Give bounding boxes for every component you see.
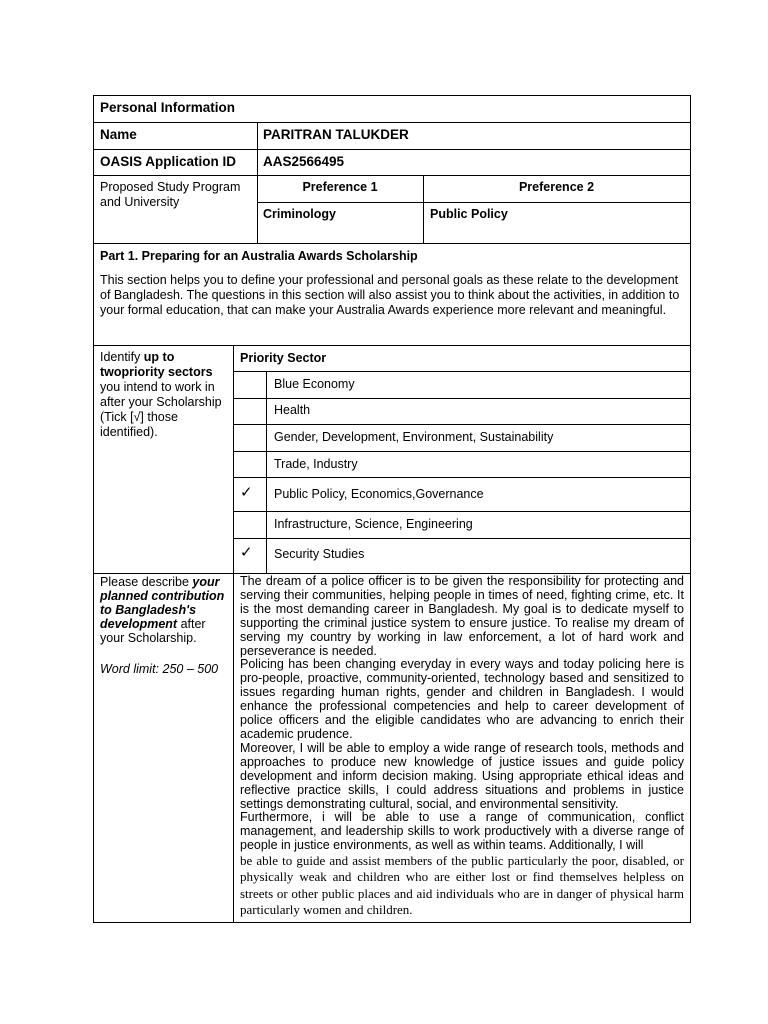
sector-item: Infrastructure, Science, Engineering (274, 517, 473, 531)
name-value: PARITRAN TALUKDER (263, 127, 409, 142)
essay-paragraph: Moreover, I will be able to employ a wide range of research tools, methods and approaches to produce new knowledge of justice issues and guide policy development and inform decision making. Using appropriate ethical ideas and reflective practice skills, I could address situations and problems in justice settings demonstrating cultural, social, and environmental sensitivity. (240, 740, 684, 811)
sectors-block (93, 345, 691, 574)
pref1-header: Preference 1 (302, 180, 378, 194)
priority-sector-header: Priority Sector (240, 351, 327, 365)
sectors-instructions (100, 350, 230, 440)
part1-row (93, 243, 691, 346)
essay-paragraph: The dream of a police officer is to be given the responsibility for protecting and serving their communities, helping people in times of need, fighting crime, etc. It is the most demanding career in Bangladesh. My goal is to dedicate myself to supporting the criminal justice system to ensure justice. To realise my dream of serving my country by working in law enforcement, a lot of hard work and perseverance is needed. (240, 574, 684, 658)
sectors-instr-pre: Identify (100, 350, 144, 364)
essay-paragraph: be able to guide and assist members of the public particularly the poor, disabled, or physically weak and children who are either lost or find themselves helpless on streets or other public places and aid individuals who are in danger of physical harm particularly women and children. (240, 853, 684, 917)
personal-info-header-row (93, 95, 691, 123)
program-label: Proposed Study Program and University (100, 180, 241, 209)
pref1-value: Criminology (263, 207, 336, 221)
contribution-prompt-bold: your planned contribution to Bangladesh's development (100, 575, 225, 631)
oasis-value: AAS2566495 (263, 154, 345, 169)
word-limit: Word limit: 250 – 500 (100, 662, 219, 676)
sector-item: Health (274, 403, 311, 417)
contribution-prompt (100, 575, 230, 645)
personal-info-heading: Personal Information (100, 100, 236, 115)
pref2-value: Public Policy (430, 207, 508, 221)
contribution-block (93, 573, 691, 923)
contribution-prompt-post: after your Scholarship. (100, 617, 206, 645)
pref2-header: Preference 2 (518, 180, 595, 194)
sector-item: Gender, Development, Environment, Sustainability (274, 430, 554, 444)
name-label: Name (100, 127, 137, 142)
sector-item: Trade, Industry (274, 457, 358, 471)
sector-item: Blue Economy (274, 377, 355, 391)
part1-heading: Part 1. Preparing for an Australia Awards Scholarship (100, 249, 418, 263)
program-row (93, 175, 691, 244)
sector-item: Security Studies (274, 547, 365, 561)
essay-paragraph: Policing has been changing everyday in every ways and today policing here is pro-people, proactive, community-oriented, technology based and sensitized to issues regarding human rights, gender and children in Bangladesh. I would enhance the professional competencies and help to career development of police officers and the eligible candidates who are advancing to enrich their academic prudence. (240, 657, 684, 741)
sector-item: Public Policy, Economics,Governance (274, 487, 484, 501)
sectors-instr-post: you intend to work in after your Scholarship (Tick [√] those identified). (100, 380, 222, 439)
name-row (93, 122, 691, 150)
tick-mark-icon: ✓ (240, 543, 253, 561)
tick-mark-icon: ✓ (240, 483, 253, 501)
contribution-essay (240, 575, 684, 918)
oasis-label: OASIS Application ID (100, 154, 237, 169)
part1-intro: This section helps you to define your professional and personal goals as these relate to the development of Bangladesh. The questions in this section will also assist you to think about the activities, in addition to your formal education, that can make your Australia Awards experience more relevant and meaningful. (100, 273, 680, 317)
sectors-instr-bold: up to twopriority sectors (100, 350, 213, 379)
contribution-prompt-pre: Please describe (100, 575, 193, 589)
oasis-row (93, 149, 691, 176)
essay-paragraph: Furthermore, i will be able to use a range of communication, conflict management, and leadership skills to work productively with a diverse range of people in justice environments, as well as within teams. Additionally, I will (240, 810, 684, 853)
